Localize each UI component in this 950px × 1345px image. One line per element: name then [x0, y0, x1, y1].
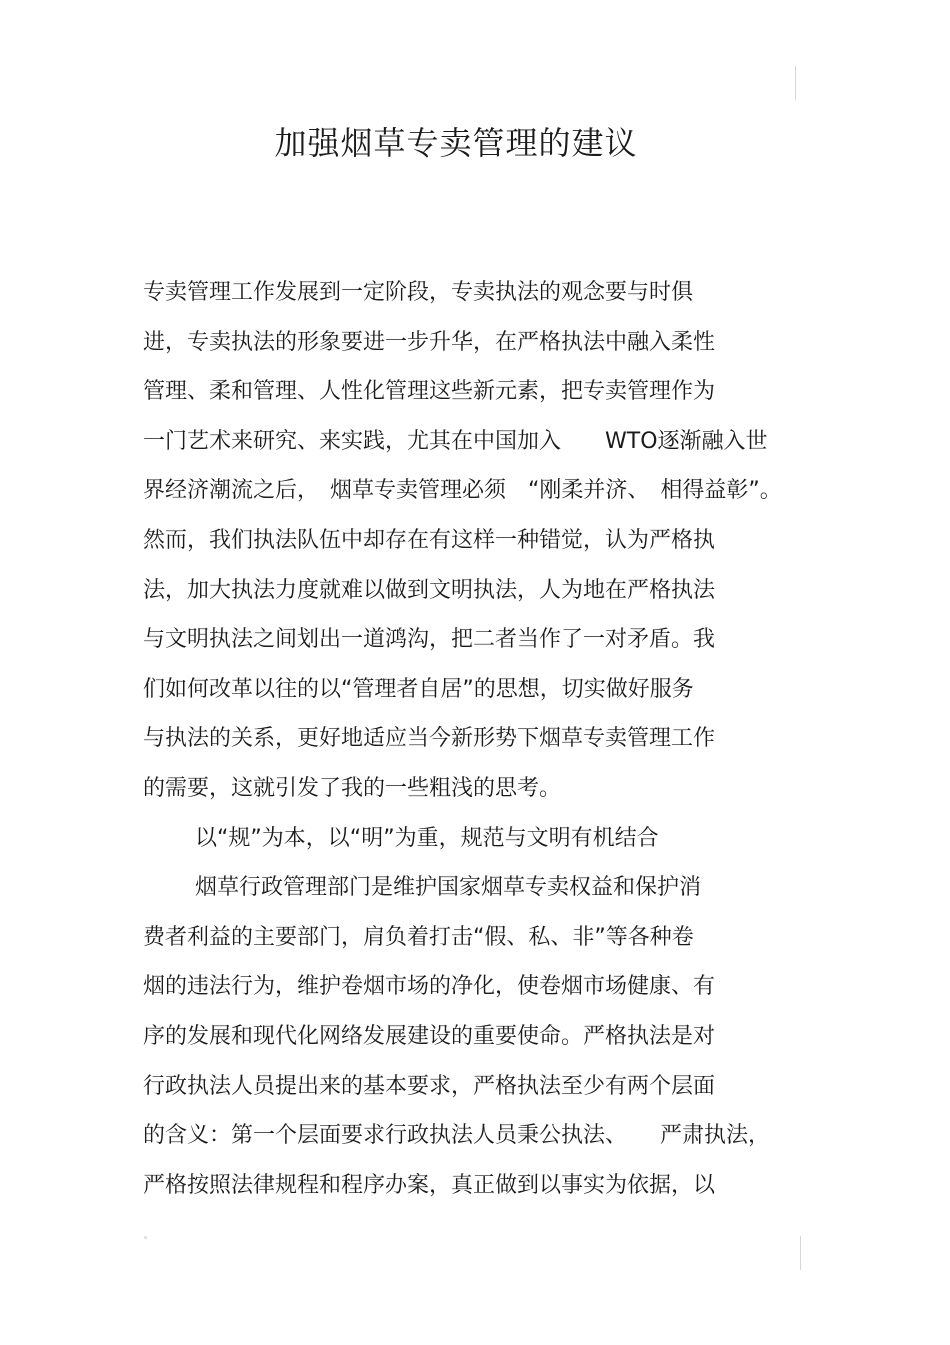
text-line: 进，专卖执法的形象要进一步升华，在严格执法中融入柔性: [143, 329, 716, 355]
text-line: 法，加大执法力度就难以做到文明执法，人为地在严格执法: [143, 577, 716, 603]
crop-mark-bottom: [800, 1236, 801, 1270]
text-line: 一门艺术来研究、来实践，尤其在中国加入 WTO逐渐融入世: [143, 428, 768, 454]
document-body: [143, 268, 843, 1210]
text-line: 管理、柔和管理、人性化管理这些新元素，把专卖管理作为: [143, 379, 716, 405]
text-line: 烟的违法行为，维护卷烟市场的净化，使卷烟市场健康、有: [143, 974, 716, 1000]
text-line: 专卖管理工作发展到一定阶段，专卖执法的观念要与时俱: [143, 280, 694, 305]
text-line: 行政执法人员提出来的基本要求，严格执法至少有两个层面: [143, 1073, 716, 1099]
text-line: 序的发展和现代化网络发展建设的重要使命。严格执法是对: [143, 1023, 716, 1049]
text-line: 界经济潮流之后， 烟草专卖管理必须 “刚柔并济、 相得益彰”。: [143, 478, 782, 504]
crop-mark-top: [795, 66, 796, 100]
text-line: 与文明执法之间划出一道鸿沟，把二者当作了一对矛盾。我: [143, 627, 716, 653]
page-dot: [144, 1236, 147, 1239]
text-line: 们如何改革以往的以“管理者自居”的思想，切实做好服务: [143, 676, 694, 702]
text-line: 严格按照法律规程和程序办案，真正做到以事实为依据，以: [143, 1172, 716, 1198]
text-line: 的需要，这就引发了我的一些粗浅的思考。: [143, 775, 562, 801]
text-line: 与执法的关系，更好地适应当今新形势下烟草专卖管理工作: [143, 726, 716, 752]
text-line: 的含义：第一个层面要求行政执法人员秉公执法、 严肃执法，: [143, 1123, 771, 1149]
text-line: 然而，我们执法队伍中却存在有这样一种错觉，认为严格执: [143, 527, 716, 553]
text-line: 烟草行政管理部门是维护国家烟草专卖权益和保护消: [195, 875, 702, 901]
document-title: 加强烟草专卖管理的建议: [274, 124, 638, 162]
text-line: 以“规”为本，以“明”为重，规范与文明有机结合: [195, 825, 659, 851]
text-line: 费者利益的主要部门，肩负着打击“假、私、非”等各种卷: [143, 924, 694, 950]
